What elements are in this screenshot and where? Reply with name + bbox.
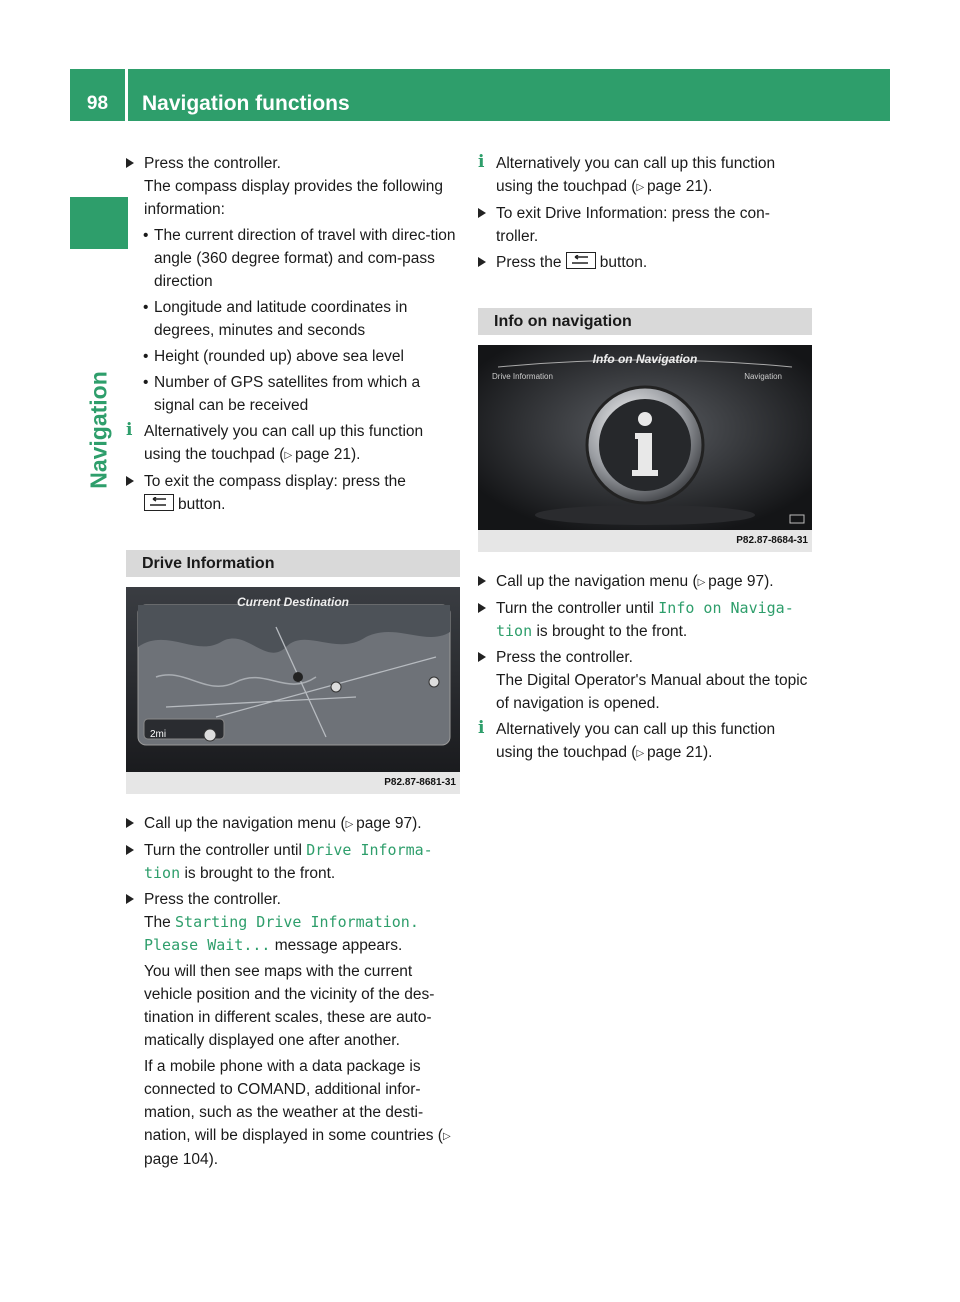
header-divider	[125, 69, 128, 121]
step-description: The Digital Operator's Manual about the topic of navigation is opened.	[496, 672, 808, 712]
step	[478, 570, 812, 594]
step-text: button.	[178, 496, 226, 513]
info-note	[478, 152, 812, 199]
step-description: The compass display provides the following information:	[144, 178, 443, 218]
step-arrow-icon	[478, 257, 486, 267]
step	[126, 152, 460, 221]
step-text: Call up the navigation menu (	[144, 815, 346, 832]
menu-item-text: Info on Naviga-	[658, 599, 794, 617]
page-reference[interactable]: page 97).	[708, 573, 774, 590]
bullet-text: The current direction of travel with direc-tion angle (360 degree format) and com-pass direction	[154, 227, 456, 290]
step-text: To exit Drive Information: press the con-troller.	[496, 205, 770, 245]
page-ref-arrow-icon: ▷	[636, 182, 647, 193]
bullet-item	[126, 371, 460, 417]
step-text: The	[144, 914, 171, 931]
step-text: is brought to the front.	[184, 865, 336, 882]
step-text: Press the	[496, 254, 562, 271]
step	[126, 888, 460, 1171]
step-arrow-icon	[126, 158, 134, 168]
step-text: Call up the navigation menu (	[496, 573, 698, 590]
info-icon: i	[126, 420, 133, 440]
message-text: Starting Drive Information.	[175, 913, 419, 931]
side-tab	[70, 197, 128, 249]
page-reference[interactable]: page 21).	[294, 446, 361, 463]
back-button-icon	[566, 252, 596, 269]
screen-left-label: Drive Information	[492, 372, 553, 381]
step-text: Press the controller.	[144, 891, 281, 908]
paragraph: If a mobile phone with a data package is connected to COMAND, additional infor-mation, such as the weather at the desti-nation, will be displayed in some countries (	[144, 1058, 443, 1144]
left-column	[126, 152, 460, 1174]
step	[126, 470, 460, 516]
bullet-icon: •	[143, 227, 149, 244]
step	[478, 202, 812, 248]
bullet-item	[126, 345, 460, 368]
step	[478, 251, 812, 274]
section-heading: Info on navigation	[478, 308, 812, 335]
screen-title: Current Destination	[236, 595, 349, 609]
info-icon: i	[478, 718, 485, 738]
menu-item-text: tion	[144, 864, 181, 882]
step-arrow-icon	[478, 576, 486, 586]
step-text: Turn the controller until	[144, 842, 302, 859]
bullet-item	[126, 296, 460, 342]
page-title: Navigation functions	[142, 92, 350, 115]
info-on-navigation-screenshot	[478, 345, 812, 552]
section-heading: Drive Information	[126, 550, 460, 577]
step-text: Press the controller.	[144, 155, 281, 172]
step-arrow-icon	[126, 476, 134, 486]
bullet-icon: •	[143, 299, 149, 316]
step	[126, 839, 460, 885]
image-caption: P82.87-8684-31	[478, 530, 812, 552]
page-number: 98	[86, 93, 109, 114]
page-reference[interactable]: page 21).	[646, 178, 713, 195]
right-column	[478, 152, 812, 768]
step-text: message appears.	[274, 937, 403, 954]
bullet-text: Longitude and latitude coordinates in degrees, minutes and seconds	[154, 299, 408, 339]
bullet-icon: •	[143, 374, 149, 391]
note-text: Alternatively you can call up this function using the touchpad (	[144, 423, 424, 463]
page-header	[70, 69, 890, 121]
drive-information-screenshot	[126, 587, 460, 794]
page-ref-arrow-icon: ▷	[345, 819, 357, 830]
image-caption: P82.87-8681-31	[126, 772, 460, 794]
page-ref-arrow-icon: ▷	[636, 748, 647, 759]
back-button-icon	[144, 494, 174, 511]
step-arrow-icon	[478, 652, 486, 662]
bullet-text: Number of GPS satellites from which a signal can be received	[154, 374, 421, 414]
paragraph: You will then see maps with the current vehicle position and the vicinity of the des-tination in different scales, these are auto-matically displayed one after another.	[144, 963, 435, 1049]
note-text: Alternatively you can call up this function using the touchpad (	[496, 721, 776, 761]
side-chapter-label: Navigation	[85, 371, 112, 489]
bullet-icon: •	[143, 348, 149, 365]
message-text: Please Wait...	[144, 936, 271, 954]
step-text: To exit the compass display: press the	[144, 473, 406, 490]
page-ref-arrow-icon: ▷	[442, 1131, 451, 1142]
step-text: Turn the controller until	[496, 600, 654, 617]
note-text: Alternatively you can call up this function using the touchpad (	[496, 155, 776, 195]
step	[478, 646, 812, 715]
menu-item-text: Drive Informa-	[306, 841, 433, 859]
step-arrow-icon	[126, 818, 134, 828]
page-reference[interactable]: page 97).	[356, 815, 422, 832]
page-ref-arrow-icon: ▷	[697, 577, 709, 588]
step-arrow-icon	[478, 208, 486, 218]
info-note	[126, 420, 460, 467]
step-arrow-icon	[126, 894, 134, 904]
bullet-item	[126, 224, 460, 293]
step-arrow-icon	[478, 603, 486, 613]
screen-title: Info on Navigation	[592, 352, 698, 366]
page-ref-arrow-icon: ▷	[284, 450, 295, 461]
step-text: Press the controller.	[496, 649, 633, 666]
info-note	[478, 718, 812, 765]
screen-right-label: Navigation	[744, 372, 782, 381]
step-arrow-icon	[126, 845, 134, 855]
info-icon: i	[478, 152, 485, 172]
map-scale: 2mi	[150, 729, 167, 740]
step	[126, 812, 460, 836]
page-reference[interactable]: page 104).	[144, 1151, 219, 1168]
step	[478, 597, 812, 643]
bullet-text: Height (rounded up) above sea level	[154, 348, 404, 365]
menu-item-text: tion	[496, 622, 533, 640]
step-text: button.	[599, 254, 648, 271]
page-reference[interactable]: page 21).	[646, 744, 713, 761]
step-text: is brought to the front.	[536, 623, 688, 640]
